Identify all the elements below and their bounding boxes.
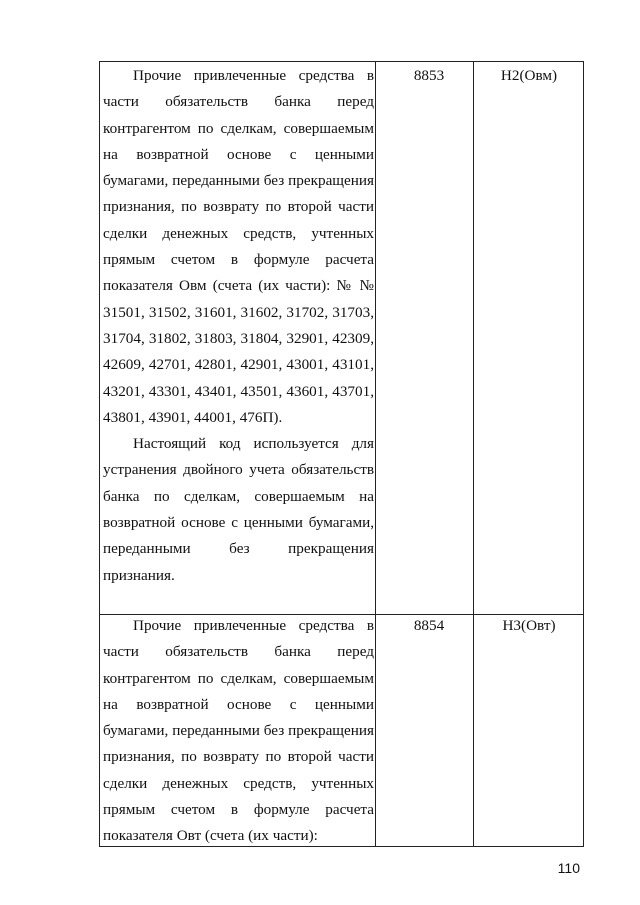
document-table <box>99 61 584 847</box>
row-1-description-paragraph-2: Настоящий код используется для устранения двойного учета обязательств банка по сделкам, совершаемым на возвратной основе с ценными бумагами, переданными без прекращения признания. <box>103 435 374 584</box>
row-2-indicator: Н3(Овт) <box>502 617 556 634</box>
row-1-indicator: Н2(Овм) <box>500 67 558 84</box>
row-1-description-cell <box>103 63 374 589</box>
page-number: 110 <box>557 860 580 876</box>
row-2-description-paragraph-1: Прочие привлеченные средства в части обязательств банка перед контрагентом по сделкам, совершаемым на возвратной основе с ценными бумагами, переданными без прекращения признания, по возврату по второй части сделки денежных средств, учтенных прямым счетом в формуле расчета показателя Овт (счета (их части): <box>103 617 374 845</box>
row-2-description-cell <box>103 613 374 850</box>
row-2-code: 8854 <box>413 617 445 634</box>
row-1-description-paragraph-1: Прочие привлеченные средства в части обязательств банка перед контрагентом по сделкам, совершаемым на возвратной основе с ценными бумагами, переданными без прекращения признания, по возврату по второй части сделки денежных средств, учтенных прямым счетом в формуле расчета показателя Овм (счета (их части): № № 31501, 31502, 31601, 31602, 31702, 31703, 31704, 31802, 31803, 31804, 32901, 42309, 42609, 42701, 42801, 42901, 43001, 43101, 43201, 43301, 43401, 43501, 43601, 43701, 43801, 43901, 44001, 476П). <box>103 67 374 426</box>
column-divider <box>375 62 376 846</box>
column-divider <box>473 62 474 846</box>
row-1-code: 8853 <box>413 67 445 84</box>
